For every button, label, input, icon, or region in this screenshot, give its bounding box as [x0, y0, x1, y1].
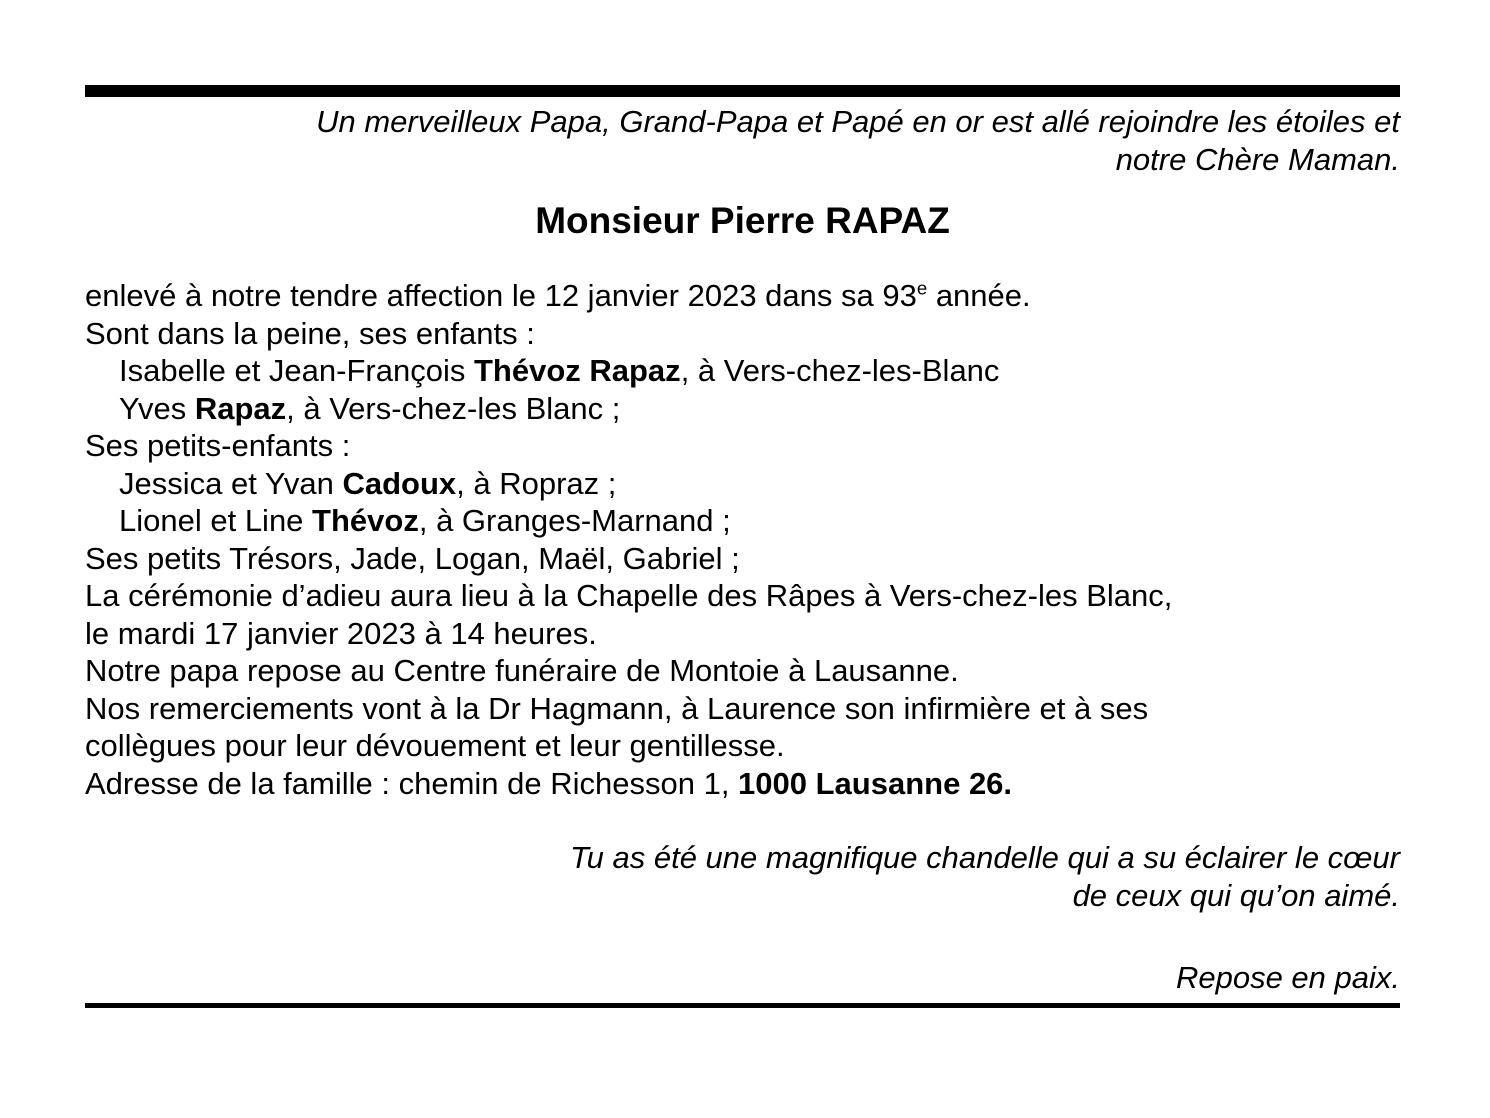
body-text-segment: Nos remerciements vont à la Dr Hagmann, à Laurence son infirmière et à ses — [85, 690, 1149, 726]
memorial-quote — [85, 839, 1400, 915]
body-line — [85, 652, 1400, 690]
body-text-segment: Sont dans la peine, ses enfants : — [85, 315, 535, 351]
body-text-segment: 1000 Lausanne 26. — [738, 765, 1013, 801]
body-text-segment: collègues pour leur dévouement et leur gentillesse. — [85, 728, 785, 763]
text-line: notre Chère Maman. — [1115, 142, 1400, 177]
body-text-segment: année. — [927, 278, 1031, 313]
body-text-segment: Rapaz — [194, 390, 287, 426]
bottom-rule — [85, 1003, 1400, 1008]
body-text-segment: Lionel et Line — [119, 503, 313, 538]
body-line — [85, 390, 1400, 428]
body-line — [85, 690, 1400, 728]
body-line — [85, 615, 1400, 653]
body-text-segment: , à Vers-chez-les-Blanc — [680, 353, 1000, 388]
body-line — [85, 277, 1400, 315]
body-text-segment: e — [916, 277, 928, 299]
deceased-name-title: Monsieur Pierre RAPAZ — [535, 200, 950, 241]
body-text-segment: le mardi 17 janvier 2023 à 14 heures. — [85, 615, 597, 651]
body-line — [85, 465, 1400, 503]
body-text-segment: Yves — [119, 390, 195, 426]
body-text-segment: Cadoux — [342, 465, 457, 501]
body-text-segment: , à Vers-chez-les Blanc ; — [286, 390, 621, 426]
body-text-segment: Notre papa repose au Centre funéraire de Montoie à Lausanne. — [85, 653, 959, 688]
body-text-segment: Thévoz Rapaz — [473, 353, 681, 388]
epigraph — [85, 103, 1400, 179]
body-line — [85, 352, 1400, 390]
body-line — [85, 427, 1400, 465]
body-line — [85, 727, 1400, 765]
body-text-segment: , à Granges-Marnand ; — [418, 503, 731, 538]
text-line: Un merveilleux Papa, Grand-Papa et Papé en or est allé rejoindre les étoiles et — [316, 104, 1400, 139]
body-text-segment: Ses petits-enfants : — [85, 428, 351, 463]
body-paragraphs — [85, 277, 1400, 802]
notice-content — [85, 85, 1400, 1008]
body-text-segment: Adresse de la famille : chemin de Richesson 1, — [85, 765, 739, 801]
body-text-segment: La cérémonie d’adieu aura lieu à la Chapelle des Râpes à Vers-chez-les Blanc, — [85, 578, 1173, 613]
body-text-segment: Isabelle et Jean-François — [119, 353, 474, 388]
body-line — [85, 502, 1400, 540]
body-text-segment: , à Ropraz ; — [456, 465, 617, 501]
body-line — [85, 765, 1400, 803]
body-text-segment: Jessica et Yvan — [119, 465, 343, 501]
body-text-segment: Thévoz — [312, 503, 419, 538]
top-rule — [85, 85, 1400, 97]
body-text-segment: Ses petits Trésors, Jade, Logan, Maël, Gabriel ; — [85, 540, 740, 576]
text-line: de ceux qui qu’on aimé. — [1072, 878, 1400, 913]
body-line — [85, 577, 1400, 615]
body-text-segment: enlevé à notre tendre affection le 12 janvier 2023 dans sa 93 — [85, 278, 917, 313]
text-line: Tu as été une magnifique chandelle qui a su éclairer le cœur — [570, 840, 1400, 875]
body-line — [85, 315, 1400, 353]
closing-line: Repose en paix. — [1175, 960, 1400, 995]
body-line — [85, 540, 1400, 578]
